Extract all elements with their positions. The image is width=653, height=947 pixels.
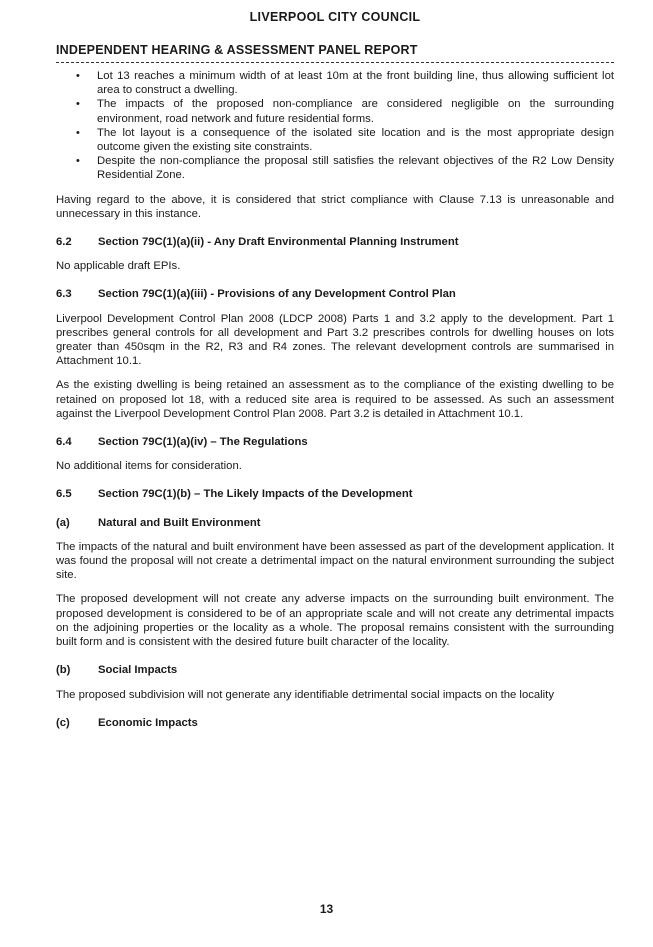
section-heading-6-4: [56, 435, 614, 449]
section-number: 6.2: [56, 236, 72, 249]
section-number: 6.5: [56, 488, 72, 501]
paragraph-b-1: The proposed subdivision will not generate any identifiable detrimental social impacts on the locality: [56, 688, 554, 701]
subsection-heading-a: [56, 516, 614, 530]
bullet-icon: •: [76, 70, 80, 82]
section-number: 6.3: [56, 288, 72, 301]
subsection-letter: (b): [56, 664, 71, 677]
section-title: Section 79C(1)(b) – The Likely Impacts of the Development: [98, 488, 413, 501]
subsection-letter: (a): [56, 516, 70, 529]
bullet-item: [76, 154, 614, 182]
section-number: 6.4: [56, 436, 72, 449]
bullet-item: [76, 97, 614, 125]
section-title: Section 79C(1)(a)(iv) – The Regulations: [98, 436, 308, 449]
bullet-text: Lot 13 reaches a minimum width of at least 10m at the front building line, thus allowing sufficient lot area to construct a dwelling.: [97, 70, 614, 97]
section-title: Section 79C(1)(a)(iii) - Provisions of any Development Control Plan: [98, 288, 456, 301]
subsection-title: Natural and Built Environment: [98, 516, 261, 529]
paragraph-6-3-1: Liverpool Development Control Plan 2008 (LDCP 2008) Parts 1 and 3.2 apply to the development. Part 1 prescribes general controls for all development and Part 3.2 prescribes controls for dwelling houses on lots greater than 450sqm in the R2, R3 and R4 zones. The relevant development controls are summarised in Attachment 10.1.: [56, 312, 614, 368]
bullet-icon: •: [76, 155, 80, 168]
page-number: 13: [319, 902, 334, 916]
paragraph-regard: Having regard to the above, it is considered that strict compliance with Clause 7.13 is unreasonable and unnecessary in this instance.: [56, 193, 614, 220]
paragraph-a-1: The impacts of the natural and built environment have been assessed as part of the development application. It was found the proposal will not create a detrimental impact on the natural environment surrounding the subject site.: [56, 540, 614, 582]
subsection-title: Economic Impacts: [98, 716, 198, 729]
subsection-title: Social Impacts: [98, 664, 178, 677]
section-heading-6-3: [56, 287, 614, 301]
header-rule: [56, 62, 614, 63]
paragraph-6-2: No applicable draft EPIs.: [56, 260, 181, 273]
bullet-text: The lot layout is a consequence of the isolated site location and is the most appropriate design outcome given the existing site constraints.: [97, 126, 614, 154]
subsection-heading-c: [56, 716, 614, 730]
bullet-icon: •: [76, 126, 80, 139]
bullet-text: The impacts of the proposed non-compliance are considered negligible on the surrounding environment, road network and future residential forms.: [97, 98, 614, 125]
bullet-icon: •: [76, 98, 80, 111]
paragraph-a-2: The proposed development will not create any adverse impacts on the surrounding built environment. The proposed development is considered to be of an appropriate scale and will not create any detrimental impacts on the adjoining properties or the locality as a whole. The proposal remains consistent with the surrounding built form and is consistent with the desired future built character of the locality.: [56, 593, 614, 649]
paragraph-6-4: No additional items for consideration.: [56, 460, 242, 473]
subsection-letter: (c): [56, 716, 70, 729]
section-heading-6-2: [56, 235, 614, 249]
bullet-item: [76, 126, 614, 154]
subsection-heading-b: [56, 663, 614, 677]
bullet-item: [76, 69, 614, 97]
section-heading-6-5: [56, 487, 614, 501]
paragraph-6-3-2: As the existing dwelling is being retained an assessment as to the compliance of the existing dwelling to be retained on proposed lot 18, with a reduced site area is required to be assessed. As such an assessment against the Liverpool Development Control Plan 2008. Part 3.2 is detailed in Attachment 10.1.: [56, 379, 614, 420]
report-title: INDEPENDENT HEARING & ASSESSMENT PANEL REPORT: [56, 43, 418, 57]
document-page: [56, 10, 614, 730]
section-title: Section 79C(1)(a)(ii) - Any Draft Environmental Planning Instrument: [98, 236, 459, 249]
council-name: LIVERPOOL CITY COUNCIL: [249, 10, 421, 24]
bullet-text: Despite the non-compliance the proposal still satisfies the relevant objectives of the R2 Low Density Residential Zone.: [97, 155, 614, 182]
bullet-list: [56, 69, 614, 183]
